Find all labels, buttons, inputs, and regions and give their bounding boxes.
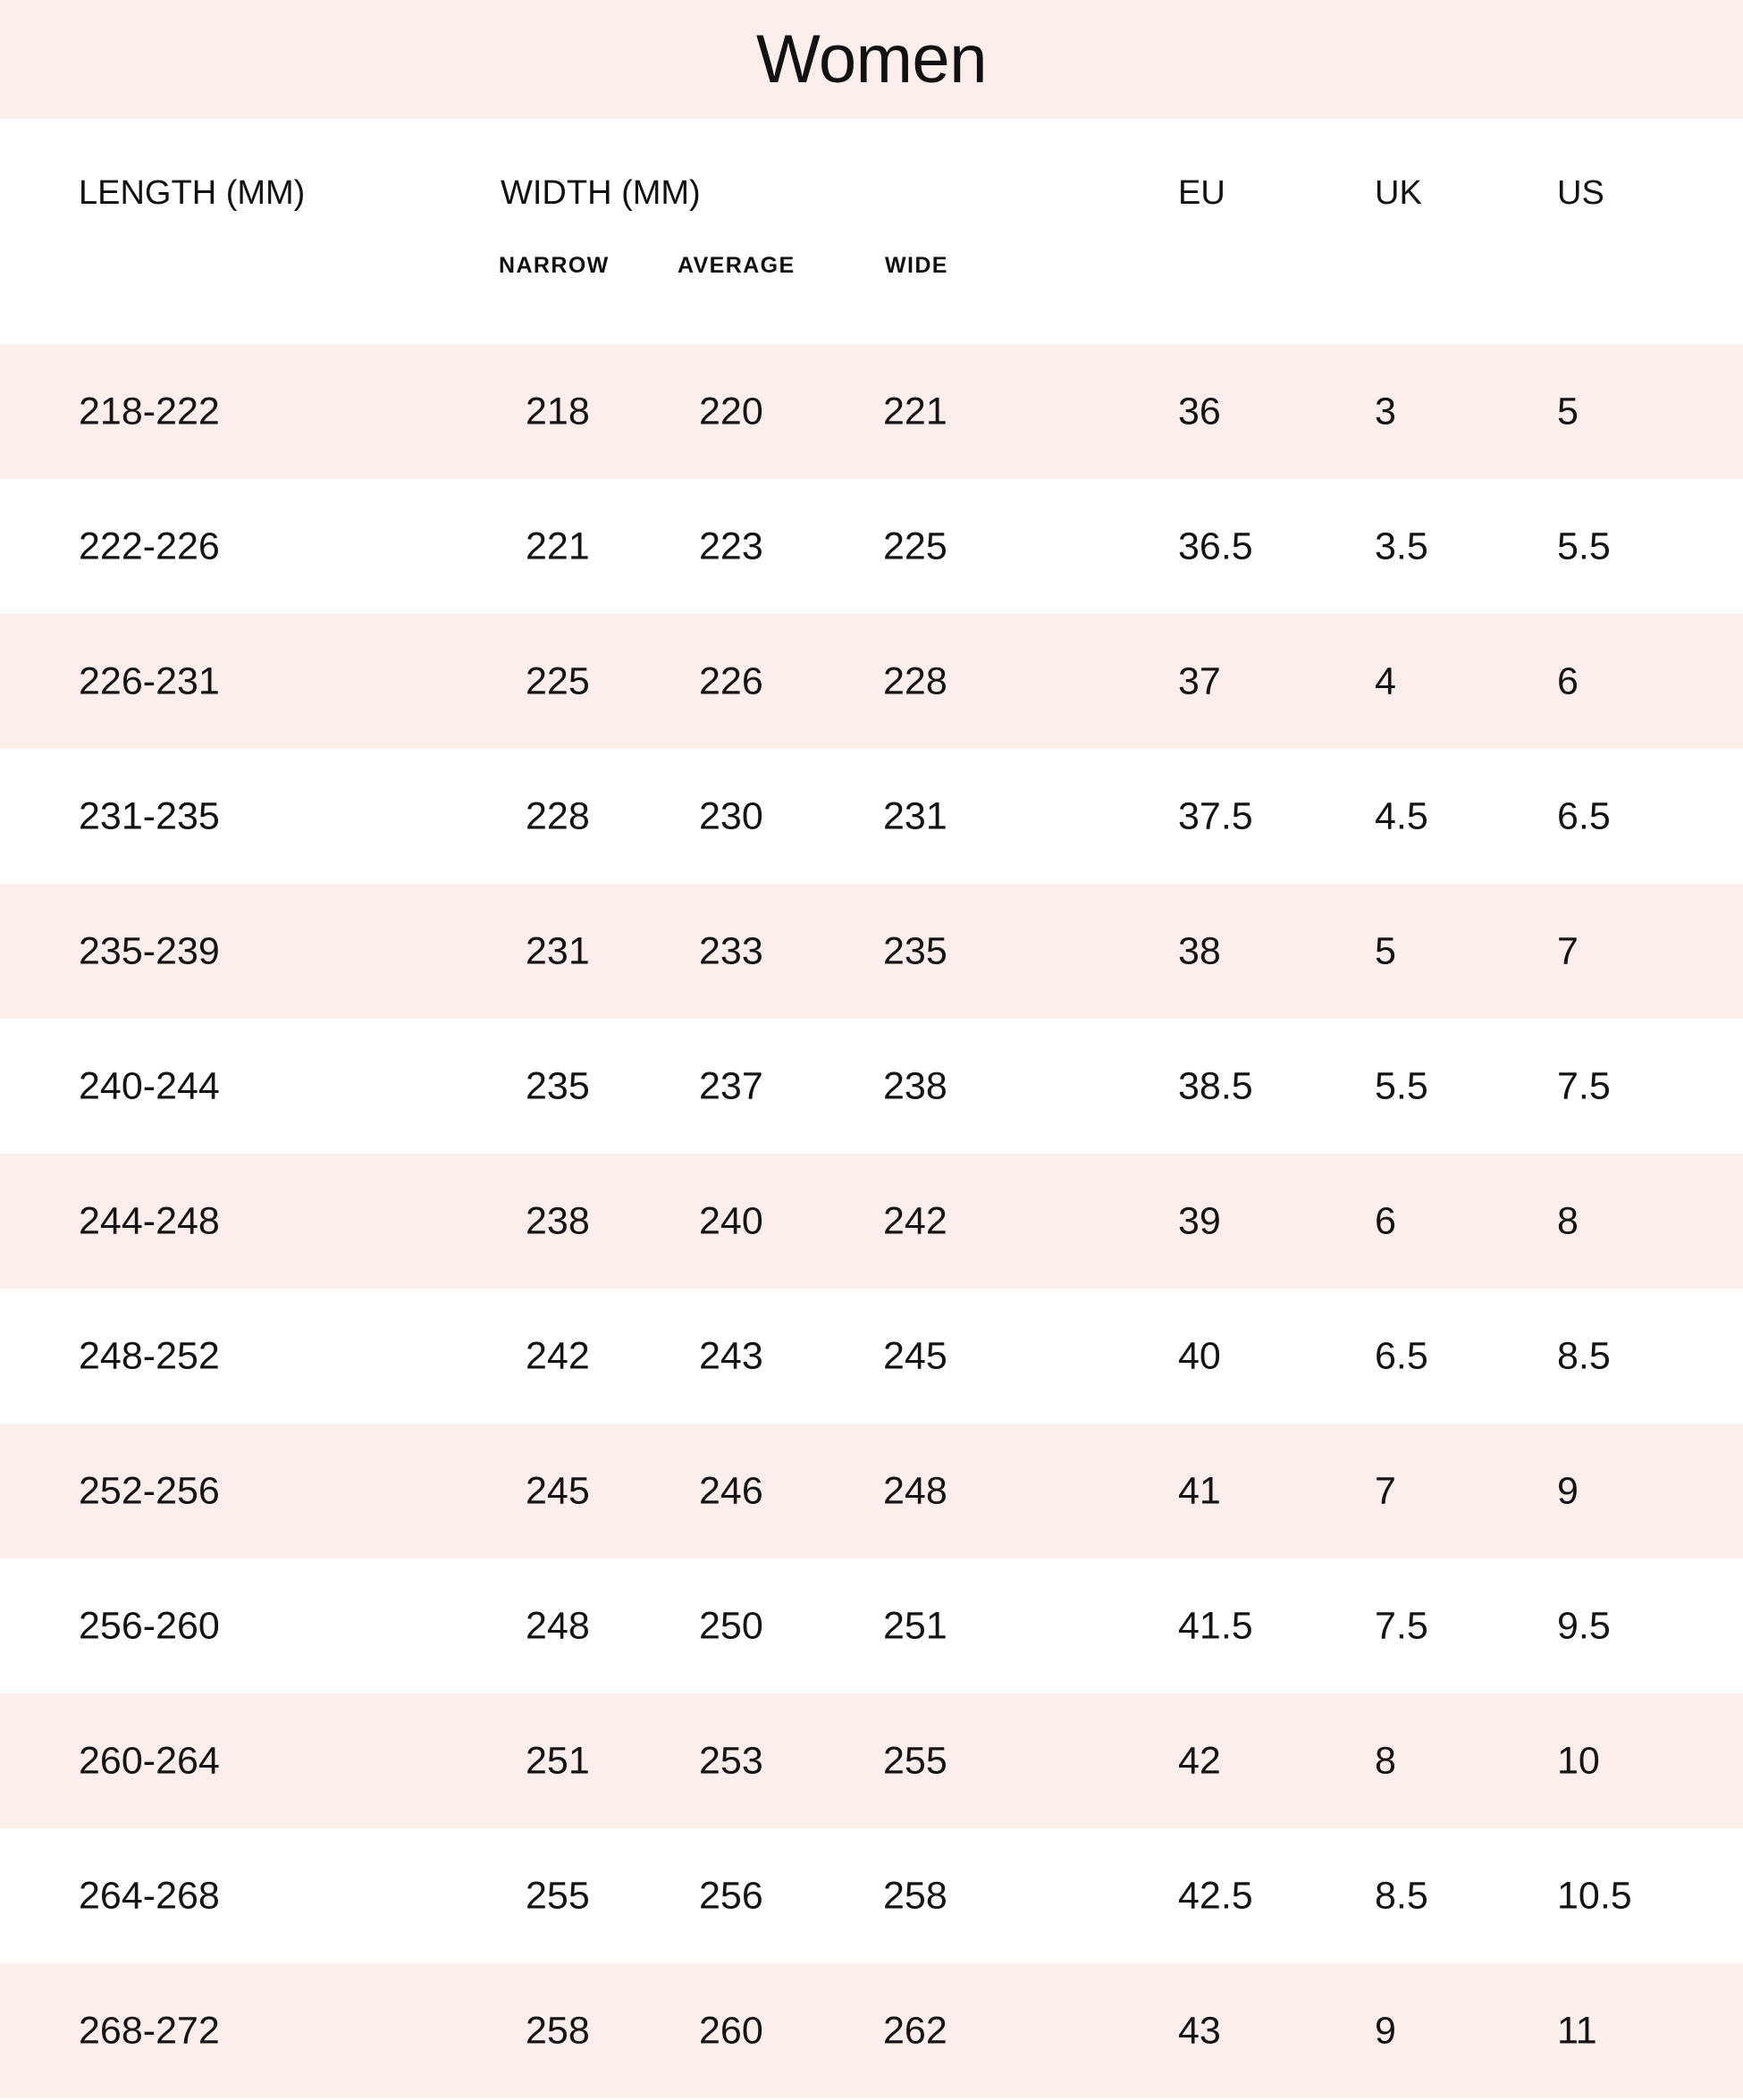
cell-width-narrow: 221 <box>526 525 590 567</box>
cell-width-narrow: 228 <box>526 794 590 837</box>
table-header-main-row <box>0 174 1743 228</box>
table-row <box>0 1828 1743 1963</box>
cell-eu: 41.5 <box>1178 1604 1253 1647</box>
cell-eu: 43 <box>1178 2009 1221 2052</box>
cell-uk: 5 <box>1375 929 1396 972</box>
cell-us: 11 <box>1557 2009 1597 2052</box>
cell-us: 10 <box>1557 1739 1600 1782</box>
cell-uk: 3.5 <box>1375 525 1428 567</box>
cell-width-average: 233 <box>699 929 763 972</box>
column-header-length: LENGTH (MM) <box>79 174 306 212</box>
table-row <box>0 479 1743 614</box>
cell-width-average: 220 <box>699 390 763 433</box>
table-row <box>0 1289 1743 1424</box>
cell-length: 240-244 <box>79 1064 220 1107</box>
cell-uk: 3 <box>1375 390 1396 433</box>
table-body <box>0 344 1743 2098</box>
cell-eu: 36 <box>1178 390 1221 433</box>
cell-length: 244-248 <box>79 1199 220 1242</box>
cell-width-wide: 228 <box>883 659 947 702</box>
cell-eu: 37.5 <box>1178 794 1253 837</box>
cell-width-wide: 235 <box>883 929 947 972</box>
column-subheader-average: AVERAGE <box>678 253 796 278</box>
cell-width-average: 223 <box>699 525 763 567</box>
column-header-eu: EU <box>1178 174 1225 212</box>
cell-width-narrow: 235 <box>526 1064 590 1107</box>
cell-width-wide: 238 <box>883 1064 947 1107</box>
cell-width-narrow: 248 <box>526 1604 590 1647</box>
cell-length: 248-252 <box>79 1334 220 1377</box>
cell-width-wide: 225 <box>883 525 947 567</box>
table-row <box>0 1963 1743 2098</box>
cell-width-average: 240 <box>699 1199 763 1242</box>
cell-length: 264-268 <box>79 1874 220 1917</box>
chart-title-band <box>0 0 1743 119</box>
cell-eu: 42.5 <box>1178 1874 1253 1917</box>
column-subheader-wide: WIDE <box>885 253 948 278</box>
cell-width-average: 256 <box>699 1874 763 1917</box>
cell-width-wide: 231 <box>883 794 947 837</box>
cell-width-narrow: 231 <box>526 929 590 972</box>
cell-width-narrow: 218 <box>526 390 590 433</box>
cell-us: 6 <box>1557 659 1579 702</box>
cell-eu: 40 <box>1178 1334 1221 1377</box>
column-header-uk: UK <box>1375 174 1422 212</box>
cell-width-average: 243 <box>699 1334 763 1377</box>
cell-length: 268-272 <box>79 2009 220 2052</box>
table-row <box>0 614 1743 749</box>
cell-width-wide: 255 <box>883 1739 947 1782</box>
cell-length: 235-239 <box>79 929 220 972</box>
table-row <box>0 749 1743 884</box>
column-header-us: US <box>1557 174 1604 212</box>
cell-width-average: 230 <box>699 794 763 837</box>
cell-width-wide: 242 <box>883 1199 947 1242</box>
table-row <box>0 1019 1743 1154</box>
cell-us: 8 <box>1557 1199 1579 1242</box>
cell-width-wide: 221 <box>883 390 947 433</box>
table-row <box>0 1693 1743 1828</box>
cell-uk: 7.5 <box>1375 1604 1428 1647</box>
table-row <box>0 344 1743 479</box>
cell-width-wide: 245 <box>883 1334 947 1377</box>
cell-width-narrow: 258 <box>526 2009 590 2052</box>
table-row <box>0 1424 1743 1558</box>
cell-us: 5 <box>1557 390 1579 433</box>
cell-us: 8.5 <box>1557 1334 1611 1377</box>
cell-uk: 4 <box>1375 659 1396 702</box>
cell-width-average: 226 <box>699 659 763 702</box>
cell-eu: 36.5 <box>1178 525 1253 567</box>
cell-eu: 37 <box>1178 659 1221 702</box>
cell-width-average: 237 <box>699 1064 763 1107</box>
cell-eu: 38 <box>1178 929 1221 972</box>
cell-uk: 4.5 <box>1375 794 1428 837</box>
cell-uk: 7 <box>1375 1469 1396 1512</box>
cell-uk: 6.5 <box>1375 1334 1428 1377</box>
cell-length: 222-226 <box>79 525 220 567</box>
cell-width-wide: 251 <box>883 1604 947 1647</box>
cell-us: 5.5 <box>1557 525 1611 567</box>
cell-us: 9.5 <box>1557 1604 1611 1647</box>
cell-uk: 8 <box>1375 1739 1396 1782</box>
cell-width-average: 250 <box>699 1604 763 1647</box>
cell-width-narrow: 242 <box>526 1334 590 1377</box>
cell-uk: 6 <box>1375 1199 1396 1242</box>
cell-eu: 42 <box>1178 1739 1221 1782</box>
cell-width-narrow: 255 <box>526 1874 590 1917</box>
table-header <box>0 119 1743 344</box>
cell-width-narrow: 225 <box>526 659 590 702</box>
cell-us: 10.5 <box>1557 1874 1632 1917</box>
table-header-sub-row <box>0 253 1743 289</box>
column-header-width: WIDTH (MM) <box>501 174 701 212</box>
table-row <box>0 1558 1743 1693</box>
page-title: Women <box>756 21 987 97</box>
cell-width-wide: 258 <box>883 1874 947 1917</box>
cell-length: 256-260 <box>79 1604 220 1647</box>
table-row <box>0 884 1743 1019</box>
cell-length: 218-222 <box>79 390 220 433</box>
cell-width-narrow: 238 <box>526 1199 590 1242</box>
cell-eu: 41 <box>1178 1469 1221 1512</box>
cell-length: 231-235 <box>79 794 220 837</box>
cell-width-average: 260 <box>699 2009 763 2052</box>
cell-width-narrow: 245 <box>526 1469 590 1512</box>
cell-length: 260-264 <box>79 1739 220 1782</box>
cell-length: 226-231 <box>79 659 220 702</box>
cell-us: 7.5 <box>1557 1064 1611 1107</box>
cell-uk: 9 <box>1375 2009 1396 2052</box>
cell-length: 252-256 <box>79 1469 220 1512</box>
cell-us: 9 <box>1557 1469 1579 1512</box>
cell-width-average: 253 <box>699 1739 763 1782</box>
cell-us: 7 <box>1557 929 1579 972</box>
cell-width-wide: 262 <box>883 2009 947 2052</box>
cell-uk: 8.5 <box>1375 1874 1428 1917</box>
column-subheader-narrow: NARROW <box>499 253 610 278</box>
cell-width-narrow: 251 <box>526 1739 590 1782</box>
table-row <box>0 1154 1743 1289</box>
cell-width-wide: 248 <box>883 1469 947 1512</box>
cell-uk: 5.5 <box>1375 1064 1428 1107</box>
cell-us: 6.5 <box>1557 794 1611 837</box>
cell-eu: 38.5 <box>1178 1064 1253 1107</box>
cell-width-average: 246 <box>699 1469 763 1512</box>
cell-eu: 39 <box>1178 1199 1221 1242</box>
